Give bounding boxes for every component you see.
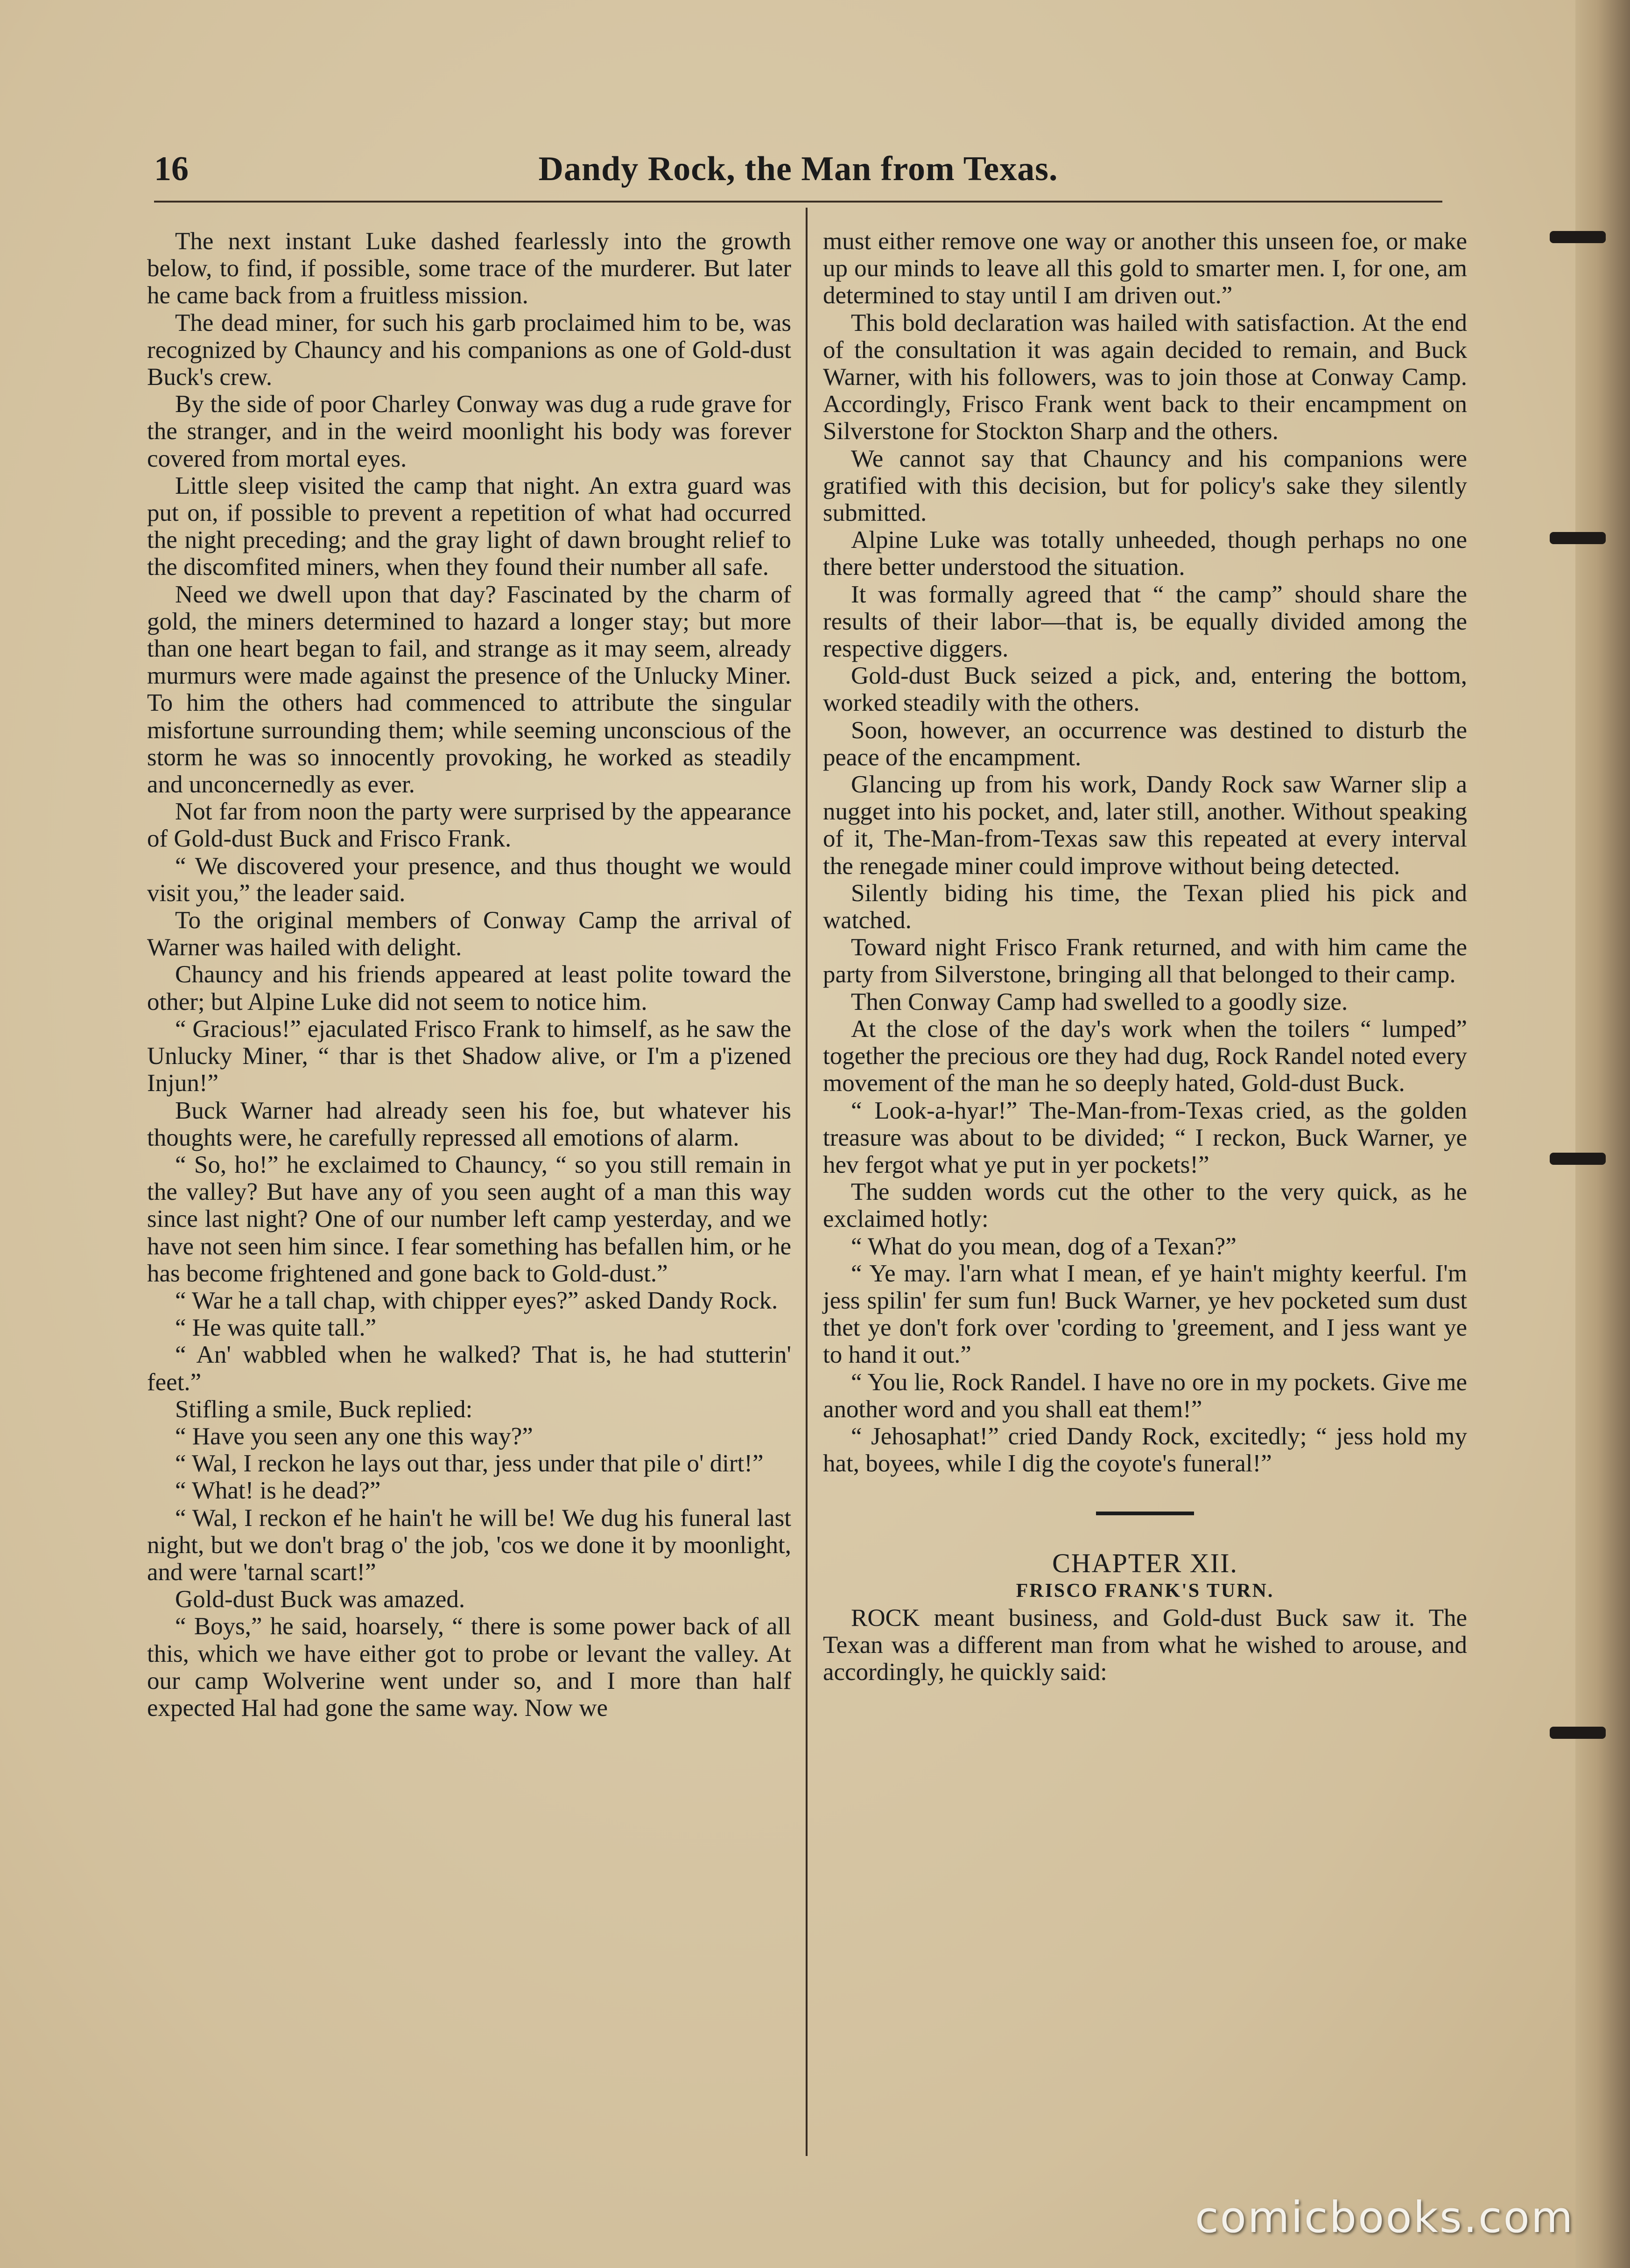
running-title: Dandy Rock, the Man from Texas. <box>538 150 1058 188</box>
paragraph: “ Wal, I reckon ef he hain't he will be! We dug his funeral last night, but we don't brag o' the job, 'cos we done it by moonlight, and were 'tarnal scart!” <box>147 1504 791 1586</box>
paragraph: Not far from noon the party were surprised by the appearance of Gold-dust Buck and Frisco Frank. <box>147 798 791 853</box>
paragraph: Soon, however, an occurrence was destined to disturb the peace of the encampment. <box>823 716 1467 771</box>
column-divider <box>806 208 808 2156</box>
paragraph: “ So, ho!” he exclaimed to Chauncy, “ so you still remain in the valley? But have any of you seen aught of a man this way since last night? One of our number left camp yesterday, and we have not seen him since. I fear something has befallen him, or he has become frightened and gone back to Gold-dust.” <box>147 1151 791 1287</box>
paragraph: must either remove one way or another this unseen foe, or make up our minds to leave all this gold to smarter men. I, for one, am determined to stay until I am driven out.” <box>823 228 1467 309</box>
paragraph: “ Ye may. l'arn what I mean, ef ye hain't mighty keerful. I'm jess spilin' fer sum fun! Buck Warner, ye hev pocketed sum dust thet ye don't fork over 'cording to 'greement, and I jess want ye to hand it out.” <box>823 1260 1467 1369</box>
binding-edge <box>1575 0 1630 2268</box>
chapter-divider-rule <box>1096 1512 1194 1515</box>
paragraph: “ Look-a-hyar!” The-Man-from-Texas cried, as the golden treasure was about to be divided; “ I reckon, Buck Warner, ye hev fergot what ye put in yer pockets!” <box>823 1097 1467 1178</box>
paragraph: “ An' wabbled when he walked? That is, he had stutterin' feet.” <box>147 1341 791 1396</box>
paragraph: To the original members of Conway Camp the arrival of Warner was hailed with delight. <box>147 907 791 961</box>
paragraph: The sudden words cut the other to the very quick, as he exclaimed hotly: <box>823 1178 1467 1233</box>
binding-stitch <box>1550 1153 1606 1165</box>
paragraph: Chauncy and his friends appeared at least polite toward the other; but Alpine Luke did not seem to notice him. <box>147 961 791 1015</box>
paragraph: The dead miner, for such his garb proclaimed him to be, was recognized by Chauncy and his companions as one of Gold-dust Buck's crew. <box>147 309 791 391</box>
paragraph: “ Boys,” he said, hoarsely, “ there is some power back of all this, which we have either got to probe or levant the valley. At our camp Wolverine went under so, and I more than half expected Hal had gone the same way. Now we <box>147 1613 791 1722</box>
paragraph: Gold-dust Buck seized a pick, and, entering the bottom, worked steadily with the others. <box>823 662 1467 717</box>
right-column <box>823 228 1467 1686</box>
paragraph: By the side of poor Charley Conway was dug a rude grave for the stranger, and in the weird moonlight his body was forever covered from mortal eyes. <box>147 391 791 472</box>
paragraph: Stifling a smile, Buck replied: <box>175 1395 473 1423</box>
paragraph: “ War he a tall chap, with chipper eyes?” asked Dandy Rock. <box>175 1287 778 1314</box>
page-number: 16 <box>154 150 189 188</box>
paragraph: “ You lie, Rock Randel. I have no ore in my pockets. Give me another word and you shall eat them!” <box>823 1368 1467 1423</box>
paragraph: “ What! is he dead?” <box>175 1477 381 1505</box>
paragraph: The next instant Luke dashed fearlessly into the growth below, to find, if possible, some trace of the murderer. But later he came back from a fruitless mission. <box>147 228 791 309</box>
paragraph: “ Gracious!” ejaculated Frisco Frank to himself, as he saw the Unlucky Miner, “ thar is thet Shadow alive, or I'm a p'izened Injun!” <box>147 1015 791 1097</box>
chapter-opening-paragraph: ROCK meant business, and Gold-dust Buck saw it. The Texan was a different man from what he wished to arouse, and accordingly, he quickly said: <box>823 1604 1467 1686</box>
paragraph: Buck Warner had already seen his foe, but whatever his thoughts were, he carefully repressed all emotions of alarm. <box>147 1097 791 1151</box>
binding-stitch <box>1550 1727 1606 1739</box>
left-column <box>147 228 791 1722</box>
paragraph: “ Wal, I reckon he lays out thar, jess under that pile o' dirt!” <box>175 1450 764 1477</box>
paragraph: Toward night Frisco Frank returned, and with him came the party from Silverstone, bringing all that belonged to their camp. <box>823 934 1467 988</box>
paragraph: Glancing up from his work, Dandy Rock saw Warner slip a nugget into his pocket, and, later still, another. Without speaking of it, The-Man-from-Texas saw this repeated at every interval the renegade miner could improve without being detected. <box>823 771 1467 880</box>
binding-stitch <box>1550 231 1606 243</box>
paragraph: Silently biding his time, the Texan plied his pick and watched. <box>823 879 1467 934</box>
paragraph: This bold declaration was hailed with satisfaction. At the end of the consultation it was again decided to remain, and Buck Warner, with his followers, was to join those at Conway Camp. Accordingly, Frisco Frank went back to their encampment on Silverstone for Stockton Sharp and the others. <box>823 309 1467 445</box>
chapter-title: CHAPTER XII. <box>1052 1548 1238 1579</box>
paragraph: We cannot say that Chauncy and his companions were gratified with this decision, but for policy's sake they silently submitted. <box>823 445 1467 527</box>
running-head <box>154 149 1442 196</box>
paragraph: “ We discovered your presence, and thus thought we would visit you,” the leader said. <box>147 852 791 907</box>
watermark: comicbooks.com <box>1195 2192 1574 2242</box>
paragraph: Gold-dust Buck was amazed. <box>175 1586 465 1613</box>
header-rule <box>154 201 1442 203</box>
paragraph: Then Conway Camp had swelled to a goodly size. <box>851 988 1348 1015</box>
chapter-subtitle: FRISCO FRANK'S TURN. <box>1016 1580 1274 1602</box>
paragraph: It was formally agreed that “ the camp” should share the results of their labor—that is, be equally divided among the respective diggers. <box>823 581 1467 663</box>
paragraph: “ Jehosaphat!” cried Dandy Rock, excitedly; “ jess hold my hat, boyees, while I dig the coyote's funeral!” <box>823 1422 1467 1477</box>
paragraph: Alpine Luke was totally unheeded, though perhaps no one there better understood the situation. <box>823 526 1467 581</box>
paragraph: “ He was quite tall.” <box>175 1314 377 1342</box>
paragraph: Little sleep visited the camp that night. An extra guard was put on, if possible to prevent a repetition of what had occurred the night preceding; and the gray light of dawn brought relief to the discomfited miners, when they found their number all safe. <box>147 472 791 581</box>
paragraph: “ What do you mean, dog of a Texan?” <box>851 1232 1237 1260</box>
paragraph: Need we dwell upon that day? Fascinated by the charm of gold, the miners determined to hazard a longer stay; but more than one heart began to fail, and strange as it may seem, already murmurs were made against the presence of the Unlucky Miner. To him the others had commenced to attribute the singular misfortune surrounding them; while seeming unconscious of the storm he was so innocently provoking, he worked as steadily and unconcernedly as ever. <box>147 581 791 798</box>
paragraph: At the close of the day's work when the toilers “ lumped” together the precious ore they had dug, Rock Randel noted every movement of the man he so deeply hated, Gold-dust Buck. <box>823 1015 1467 1097</box>
paragraph: “ Have you seen any one this way?” <box>175 1422 533 1450</box>
binding-stitch <box>1550 532 1606 544</box>
